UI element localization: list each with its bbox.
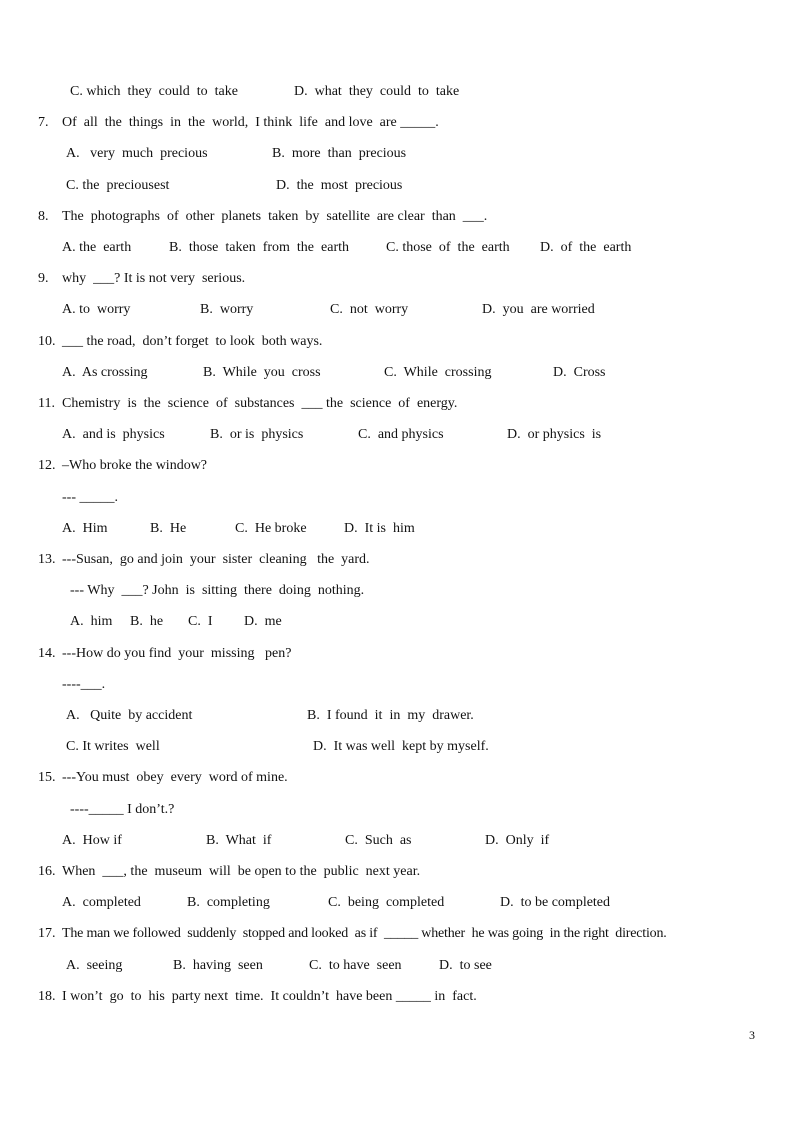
q11-stem: Chemistry is the science of substances ___ the science of energy. [62, 396, 458, 411]
q15-number: 15. [38, 770, 56, 785]
q9-number: 9. [38, 271, 49, 286]
q14-option-d: D. It was well kept by myself. [313, 739, 489, 754]
q10-option-d: D. Cross [553, 365, 606, 380]
q7-option-c: C. the preciousest [66, 178, 170, 193]
q8-stem: The photographs of other planets taken by satellite are clear than ___. [62, 209, 488, 224]
q9-option-b: B. worry [200, 302, 254, 317]
q7-option-b: B. more than precious [272, 146, 407, 161]
q8-option-d: D. of the earth [540, 240, 632, 255]
q15-option-d: D. Only if [485, 833, 550, 848]
q13-option-d: D. me [244, 614, 282, 629]
q15-option-c: C. Such as [345, 833, 412, 848]
q12-number: 12. [38, 458, 56, 473]
q9-stem: why ___? It is not very serious. [62, 271, 246, 286]
q7-number: 7. [38, 115, 49, 130]
q9-option-a: A. to worry [62, 302, 131, 317]
q15-option-a: A. How if [62, 833, 122, 848]
q8-option-b: B. those taken from the earth [169, 240, 350, 255]
q14-option-b: B. I found it in my drawer. [307, 708, 474, 723]
q10-number: 10. [38, 334, 56, 349]
q10-option-a: A. As crossing [62, 365, 148, 380]
q16-stem: When ___, the museum will be open to the public next year. [62, 864, 421, 879]
q17-option-b: B. having seen [173, 958, 263, 973]
q12-option-d: D. It is him [344, 521, 415, 536]
q17-option-a: A. seeing [66, 958, 123, 973]
q12-option-b: B. He [150, 521, 187, 536]
q13-stem: ---Susan, go and join your sister cleaning the yard. [62, 552, 370, 567]
q17-stem: The man we followed suddenly stopped and looked as if _____ whether he was going in the right direction. [62, 926, 667, 941]
q12-option-c: C. He broke [235, 521, 307, 536]
q11-option-a: A. and is physics [62, 427, 165, 442]
q13-reply: --- Why ___? John is sitting there doing nothing. [70, 583, 365, 598]
q11-option-b: B. or is physics [210, 427, 304, 442]
q11-number: 11. [38, 396, 55, 411]
q10-option-c: C. While crossing [384, 365, 492, 380]
q8-option-a: A. the earth [62, 240, 132, 255]
q11-option-c: C. and physics [358, 427, 444, 442]
page-number: 3 [749, 1028, 755, 1042]
q11-option-d: D. or physics is [507, 427, 602, 442]
q7-stem: Of all the things in the world, I think life and love are _____. [62, 115, 439, 130]
q16-option-a: A. completed [62, 895, 141, 910]
q12-stem: –Who broke the window? [62, 458, 208, 473]
q17-option-c: C. to have seen [309, 958, 402, 973]
q12-reply: --- _____. [62, 490, 118, 505]
q16-option-d: D. to be completed [500, 895, 611, 910]
q10-option-b: B. While you cross [203, 365, 321, 380]
q13-option-b: B. he [130, 614, 164, 629]
q14-number: 14. [38, 646, 56, 661]
q16-number: 16. [38, 864, 56, 879]
q9-option-d: D. you are worried [482, 302, 595, 317]
q17-option-d: D. to see [439, 958, 492, 973]
q14-option-a: A. Quite by accident [66, 708, 193, 723]
q8-number: 8. [38, 209, 49, 224]
q8-option-c: C. those of the earth [386, 240, 510, 255]
q7-option-d: D. the most precious [276, 178, 403, 193]
q10-stem: ___ the road, don’t forget to look both ways. [62, 334, 323, 349]
q13-option-a: A. him [70, 614, 113, 629]
q7-option-a: A. very much precious [66, 146, 208, 161]
q15-stem: ---You must obey every word of mine. [62, 770, 288, 785]
q15-reply: ----_____ I don’t.? [70, 802, 175, 817]
q6-option-d: D. what they could to take [294, 84, 460, 99]
q17-number: 17. [38, 926, 56, 941]
q16-option-c: C. being completed [328, 895, 445, 910]
q18-stem: I won’t go to his party next time. It couldn’t have been _____ in fact. [62, 989, 477, 1004]
q14-reply: ----___. [62, 677, 106, 692]
q13-number: 13. [38, 552, 56, 567]
q9-option-c: C. not worry [330, 302, 409, 317]
q12-option-a: A. Him [62, 521, 108, 536]
q16-option-b: B. completing [187, 895, 270, 910]
q13-option-c: C. I [188, 614, 213, 629]
q6-option-c: C. which they could to take [70, 84, 238, 99]
q14-option-c: C. It writes well [66, 739, 160, 754]
q18-number: 18. [38, 989, 56, 1004]
q15-option-b: B. What if [206, 833, 272, 848]
q14-stem: ---How do you find your missing pen? [62, 646, 292, 661]
